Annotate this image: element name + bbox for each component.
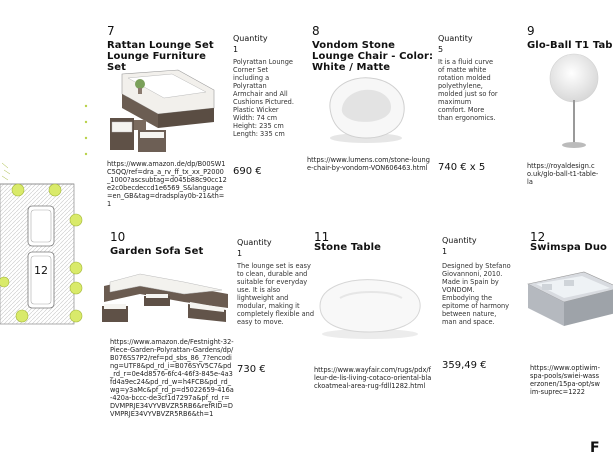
item-description: Polyrattan Lounge Corner Set including a Polyrattan Armchair and All Cushions Pictured. Plastic Wicker Width: 74 cm Height: 235 cm Length: 335 cm bbox=[233, 58, 294, 138]
item-url[interactable]: https://www.lumens.com/stone-lounge-chair-by-vondom-VON606463.html bbox=[307, 156, 430, 172]
plan-plant-dots bbox=[82, 100, 90, 170]
item-number: 8 bbox=[312, 24, 320, 38]
item-title bbox=[314, 242, 434, 253]
item-description: It is a fluid curve of matte white rotation molded polyethylene, molded just so for maximum comfort. More than ergonomics. bbox=[438, 58, 498, 122]
item-url[interactable]: https://royaldesign.co.uk/glo-ball-t1-table-la bbox=[527, 162, 599, 186]
item-description: Designed by Stefano Giovannoni, 2010. Made in Spain by VONDOM. Embodying the epitome of harmony between nature, man and space. bbox=[442, 262, 511, 326]
item-description: The lounge set is easy to clean, durable and suitable for everyday use. It is also lightweight and modular, making it completely flexible and easy to move. bbox=[237, 262, 315, 326]
item-url[interactable]: https://www.optiwim-spa-pools/swiei-wasserzonen/15pa-opt/swim-suprec=1222 bbox=[530, 364, 600, 396]
item-image-stone-lounge-chair bbox=[320, 74, 412, 146]
plan-label: 12 bbox=[34, 264, 48, 277]
item-price: 690 € bbox=[233, 166, 262, 177]
quantity-label: Quantity bbox=[233, 34, 268, 43]
item-number: 9 bbox=[527, 24, 535, 38]
item-title-line: Lounge Furniture Set bbox=[107, 51, 207, 73]
item-title-line: Vondom Stone bbox=[312, 40, 396, 51]
item-title-line: Stone Table bbox=[314, 242, 381, 253]
item-number: 10 bbox=[110, 230, 126, 244]
quantity-value: 5 bbox=[438, 45, 444, 54]
item-number: 11 bbox=[314, 230, 330, 244]
item-number: 12 bbox=[530, 230, 546, 244]
item-title-line: Swimspa Duo bbox=[530, 242, 608, 253]
floor-plan bbox=[0, 168, 92, 328]
item-title bbox=[530, 242, 608, 253]
item-title-line: White / Matte bbox=[312, 62, 391, 73]
item-image-swimspa bbox=[524, 262, 600, 342]
item-image-rattan-lounge-set bbox=[108, 64, 224, 156]
quantity-label: Quantity bbox=[237, 238, 272, 247]
quantity-value: 1 bbox=[233, 45, 239, 54]
item-title bbox=[527, 40, 613, 51]
item-url[interactable]: https://www.wayfair.com/rugs/pdx/fleur-de-lis-living-cotaco-oriental-blackoatmeal-area-rug-fdll1282.html bbox=[314, 366, 432, 390]
page-marker: F bbox=[590, 440, 600, 456]
item-price: 730 € bbox=[237, 364, 266, 375]
item-image-stone-table bbox=[310, 272, 430, 344]
item-price: 740 € x 5 bbox=[438, 162, 486, 173]
quantity-label: Quantity bbox=[438, 34, 473, 43]
quantity-value: 1 bbox=[442, 247, 448, 256]
item-title-line: Garden Sofa Set bbox=[110, 246, 204, 257]
item-number: 7 bbox=[107, 24, 115, 38]
item-title bbox=[312, 40, 438, 73]
item-image-glo-ball-lamp bbox=[540, 54, 600, 150]
item-price: 359,49 € bbox=[442, 360, 487, 371]
item-title-line: Lounge Chair - Color: bbox=[312, 51, 434, 62]
item-url[interactable]: https://www.amazon.de/Festnight-32-Piece-Garden-Polyrattan-Gardens/dp/B076SS7P2/ref=pd_sbs_86_7?encoding=UTF8&pd_rd_i=B076SYV5C7&pd_rd_r=0e4d8576-6fc4-46f3-845e-4a3fd4a9ec24&pd_rd_w=h4FCB&pd_rd_wg=y3aMc&pf_rd_p=d5022659-416a-420a-bccc-de3cf1d7297a&pf_rd_r=DVMPRJE34VYVBVZR5RB6&refRID=DVMPRJE34VYVBVZR5RB6&th=1 bbox=[110, 338, 234, 418]
item-title bbox=[110, 246, 234, 257]
item-title-line: Glo-Ball T1 Tab bbox=[527, 40, 613, 51]
quantity-value: 1 bbox=[237, 249, 243, 258]
item-image-garden-sofa-set bbox=[100, 268, 232, 328]
item-url[interactable]: https://www.amazon.de/dp/B00SW1C5QQ/ref=dra_a_rv_ff_tx_xx_P2000_1000?ascsubtag=d045b88c90cc12e2c0becdeccd1e6569_S&language=en_GB&tag=dradsplay0b-21&th=1 bbox=[107, 160, 227, 208]
quantity-label: Quantity bbox=[442, 236, 477, 245]
item-title-line: Rattan Lounge Set bbox=[107, 40, 214, 51]
